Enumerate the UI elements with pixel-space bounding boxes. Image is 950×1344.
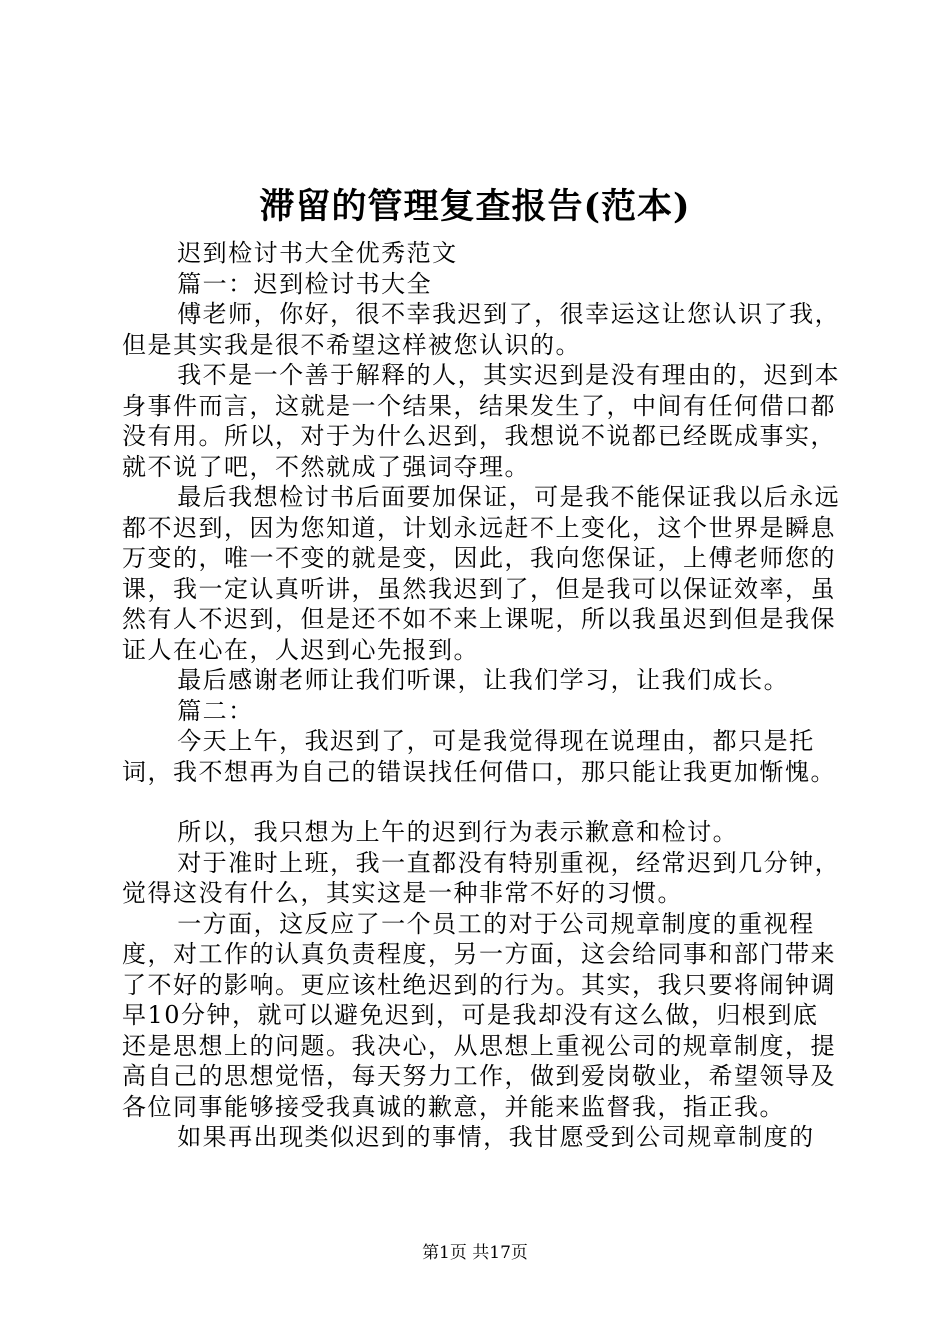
paragraph: 我不是一个善于解释的人，其实迟到是没有理由的，迟到本身事件而言，这就是一个结果，结果发生了，中间有任何借口都没有用。所以，对于为什么迟到，我想说不说都已经既成事实，就不说了吧，不然就成了强词夺理。 xyxy=(122,361,841,481)
paragraph: 对于准时上班，我一直都没有特别重视，经常迟到几分钟，觉得这没有什么，其实这是一种非常不好的习惯。 xyxy=(122,848,841,907)
document-body xyxy=(122,238,842,1153)
paragraph: 傅老师，你好，很不幸我迟到了，很幸运这让您认识了我，但是其实我是很不希望这样被您认识的。 xyxy=(122,300,841,359)
paragraph: 所以，我只想为上午的迟到行为表示歉意和检讨。 xyxy=(177,818,739,846)
paragraph: 今天上午，我迟到了，可是我觉得现在说理由，都只是托词，我不想再为自己的错误找任何借口，那只能让我更加惭愧。 xyxy=(122,727,836,786)
document-title: 滞留的管理复查报告(范本) xyxy=(259,186,691,227)
section-heading: 篇二： xyxy=(177,696,254,725)
paragraph: 如果再出现类似迟到的事情，我甘愿受到公司规章制度的 xyxy=(177,1123,815,1151)
page-number-footer: 第1页 共17页 xyxy=(422,1243,528,1263)
paragraph: 最后感谢老师让我们听课，让我们学习，让我们成长。 xyxy=(177,666,790,694)
paragraph: 迟到检讨书大全优秀范文 xyxy=(177,239,458,267)
paragraph: 最后我想检讨书后面要加保证，可是我不能保证我以后永远都不迟到，因为您知道，计划永远赶不上变化，这个世界是瞬息万变的，唯一不变的就是变，因此，我向您保证，上傅老师您的课，我一定认真听讲，虽然我迟到了，但是我可以保证效率，虽然有人不迟到，但是还不如不来上课呢，所以我虽迟到但是我保证人在心在，人迟到心先报到。 xyxy=(122,483,841,664)
paragraph: 篇一：迟到检讨书大全 xyxy=(177,269,433,298)
paragraph: 一方面，这反应了一个员工的对于公司规章制度的重视程度，对工作的认真负责程度，另一方面，这会给同事和部门带来了不好的影响。更应该杜绝迟到的行为。其实，我只要将闹钟调早10分钟，就可以避免迟到，可是我却没有这么做，归根到底还是思想上的问题。我决心，从思想上重视公司的规章制度，提高自己的思想觉悟，每天努力工作，做到爱岗敬业，希望领导及各位同事能够接受我真诚的歉意，并能来监督我，指正我。 xyxy=(122,909,836,1121)
